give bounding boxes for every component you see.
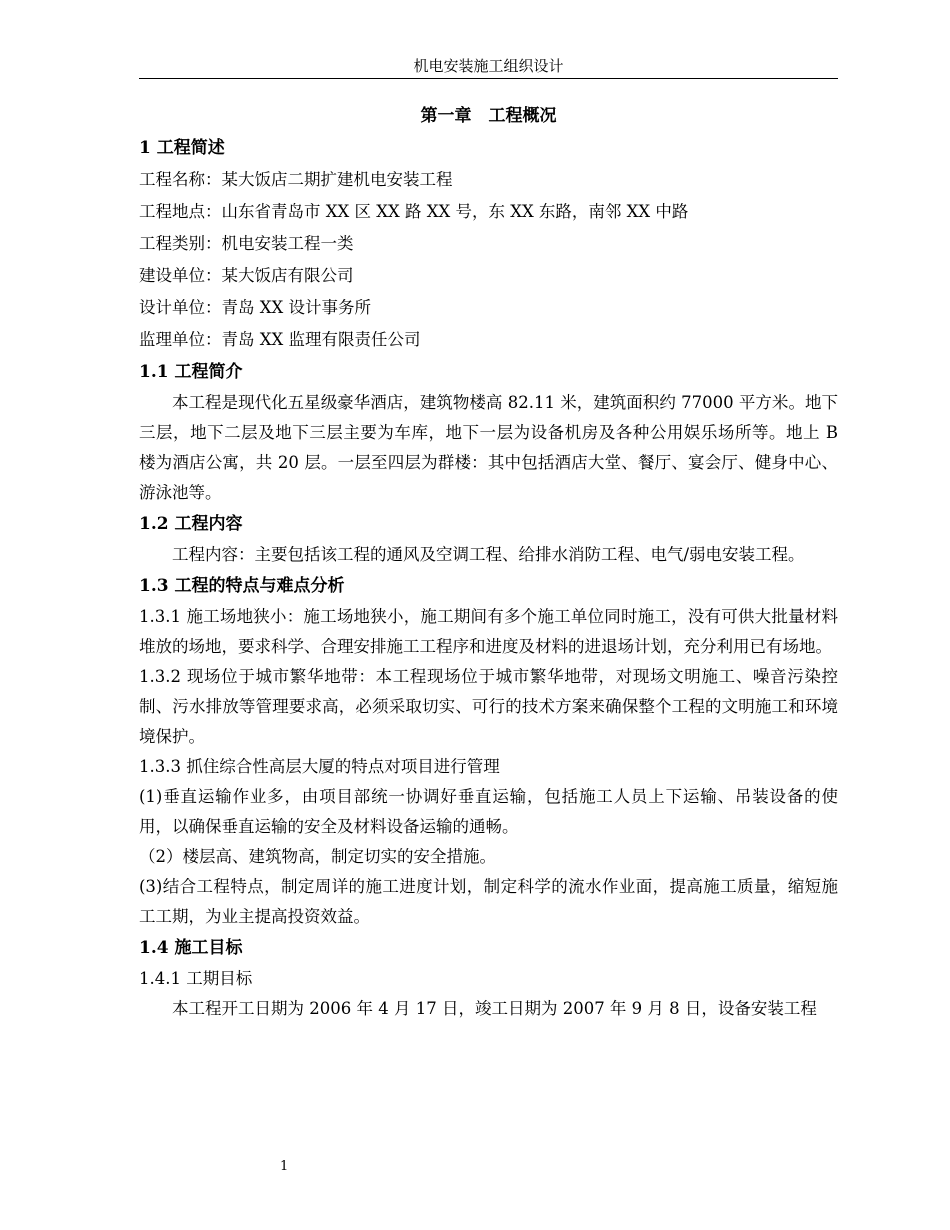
project-name-line: 工程名称：某大饭店二期扩建机电安装工程 bbox=[139, 170, 453, 189]
supervision-unit-line: 监理单位：青岛 XX 监理有限责任公司 bbox=[139, 330, 421, 349]
schedule-target-heading: 1.4.1 工期目标 bbox=[139, 969, 253, 988]
difficulty-paragraph-2: 1.3.2 现场位于城市繁华地带：本工程现场位于城市繁华地带，对现场文明施工、噪音污染控制、污水排放等管理要求高，必须采取切实、可行的技术方案来确保整个工程的文明施工和环境境保护。 bbox=[139, 667, 838, 746]
section-heading-1-1: 1.1 工程简介 bbox=[139, 362, 243, 382]
difficulty-paragraph-3: 1.3.3 抓住综合性高层大厦的特点对项目进行管理 bbox=[139, 757, 500, 776]
section-heading-1-4: 1.4 施工目标 bbox=[139, 938, 243, 958]
page-header: 机电安装施工组织设计 bbox=[413, 57, 564, 75]
document-body bbox=[139, 100, 838, 1024]
schedule-target-paragraph: 本工程开工日期为 2006 年 4 月 17 日，竣工日期为 2007 年 9 月 8 日，设备安装工程 bbox=[172, 999, 817, 1018]
header-divider bbox=[139, 78, 838, 79]
difficulty-paragraph-1: 1.3.1 施工场地狭小：施工场地狭小，施工期间有多个施工单位同时施工，没有可供大批量材料堆放的场地，要求科学、合理安排施工工程序和进度及材料的进退场计划，充分利用已有场地。 bbox=[139, 607, 838, 656]
construction-unit-line: 建设单位：某大饭店有限公司 bbox=[139, 266, 354, 285]
section-heading-1-3: 1.3 工程的特点与难点分析 bbox=[139, 576, 345, 596]
page-number: 1 bbox=[280, 1159, 289, 1174]
project-intro-paragraph: 本工程是现代化五星级豪华酒店，建筑物楼高 82.11 米，建筑面积约 77000 平方米。地下三层，地下二层及地下三层主要为车库，地下一层为设备机房及各种公用娱乐场所等。地上 B 楼为酒店公寓，共 20 层。一层至四层为群楼：其中包括酒店大堂、餐厅、宴会厅、健身中心、游泳池等。 bbox=[139, 393, 838, 502]
section-heading-1: 1 工程简述 bbox=[139, 138, 225, 158]
project-category-line: 工程类别：机电安装工程一类 bbox=[139, 234, 354, 253]
difficulty-item-1: (1)垂直运输作业多，由项目部统一协调好垂直运输，包括施工人员上下运输、吊装设备的使用，以确保垂直运输的安全及材料设备运输的通畅。 bbox=[139, 787, 838, 836]
chapter-title: 第一章 工程概况 bbox=[420, 106, 557, 126]
section-heading-1-2: 1.2 工程内容 bbox=[139, 514, 243, 534]
difficulty-item-3: (3)结合工程特点，制定周详的施工进度计划，制定科学的流水作业面，提高施工质量，缩短施工工期，为业主提高投资效益。 bbox=[139, 877, 838, 926]
difficulty-item-2: （2）楼层高、建筑物高，制定切实的安全措施。 bbox=[139, 847, 496, 866]
project-content-paragraph: 工程内容：主要包括该工程的通风及空调工程、给排水消防工程、电气/弱电安装工程。 bbox=[172, 545, 805, 564]
design-unit-line: 设计单位：青岛 XX 设计事务所 bbox=[139, 298, 371, 317]
project-location-line: 工程地点：山东省青岛市 XX 区 XX 路 XX 号，东 XX 东路，南邻 XX 中路 bbox=[139, 202, 689, 221]
